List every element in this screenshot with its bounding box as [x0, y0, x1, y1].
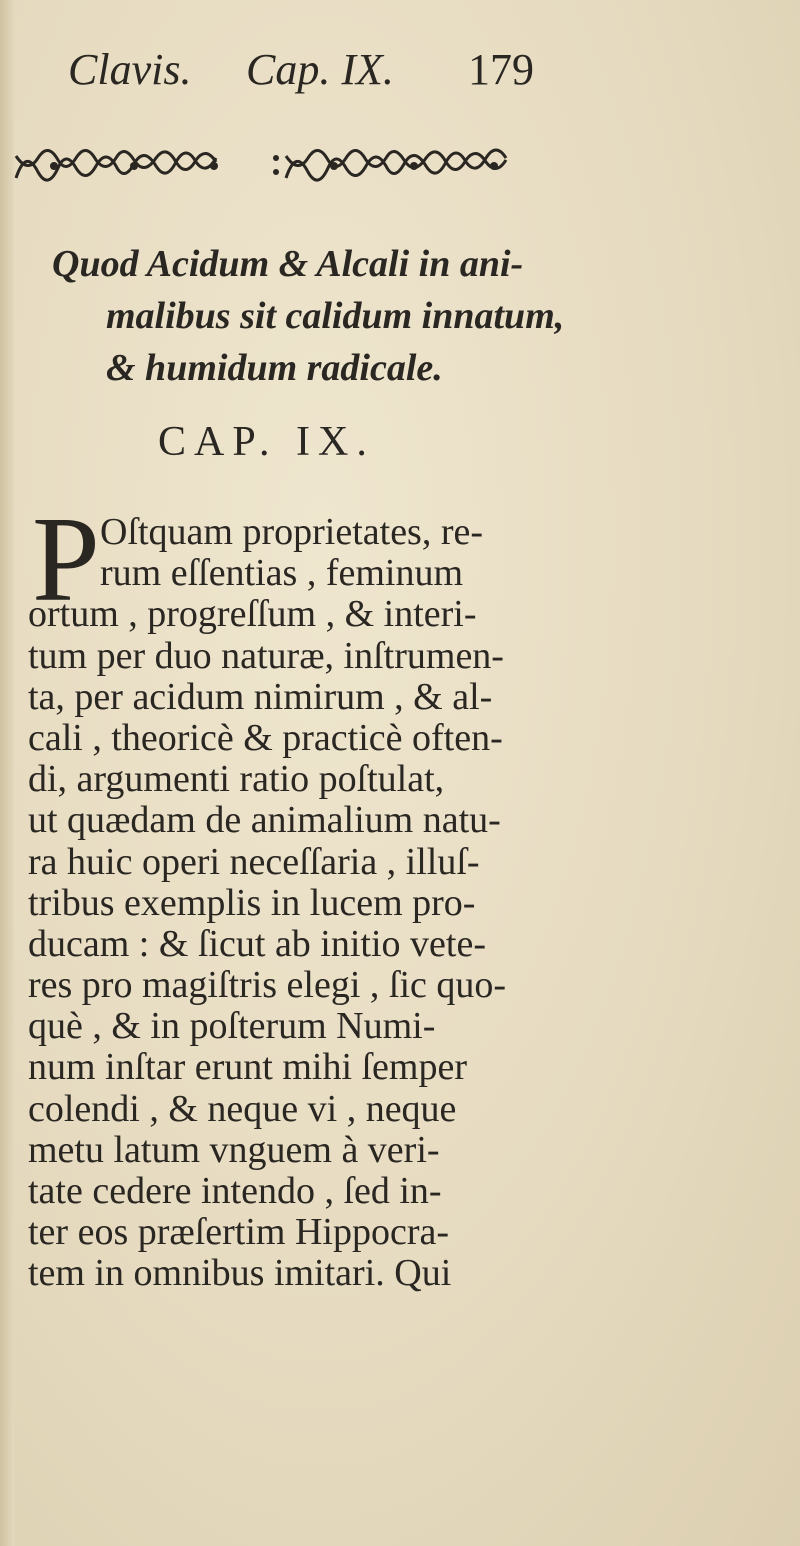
page-number: 179 — [468, 45, 534, 94]
text-line: tum per duo naturæ, inſtrumen- — [28, 634, 504, 677]
heading-line: malibus sit calidum innatum, — [106, 295, 565, 337]
text-line: rum eſſentias , feminum — [100, 552, 464, 595]
text-line: què , & in poſterum Numi- — [28, 1005, 436, 1048]
text-line: ortum , progreſſum , & interi- — [28, 593, 477, 636]
text-line: Oſtquam proprietates, re- — [100, 511, 484, 553]
running-head — [68, 44, 588, 104]
drop-cap: P — [32, 492, 100, 627]
text-line: cali , theoricè & practicè often- — [28, 716, 503, 759]
heading-line: Quod Acidum & Alcali in ani- — [52, 243, 524, 285]
text-line: ducam : & ſicut ab initio vete- — [28, 922, 486, 965]
text-line: di, argumenti ratio poſtulat, — [28, 758, 445, 801]
body-text — [28, 492, 588, 1295]
heading-line: & humidum radicale. — [106, 347, 443, 389]
text-line: res pro magiſtris elegi , ſic quo- — [28, 964, 507, 1007]
chapter-title: CAP. IX. — [158, 419, 375, 465]
text-line: ut quædam de animalium natu- — [28, 799, 501, 842]
page-gutter — [0, 0, 14, 1546]
text-line: colendi , & neque vi , neque — [28, 1087, 457, 1130]
text-line: num inſtar erunt mihi ſemper — [28, 1046, 468, 1089]
text-line: tate cedere intendo , ſed in- — [28, 1170, 442, 1212]
text-line: metu latum vnguem à veri- — [28, 1128, 440, 1171]
text-line: tribus exemplis in lucem pro- — [28, 881, 476, 924]
headband-ornament-icon — [14, 138, 548, 190]
running-head-chapter: Cap. IX. — [246, 45, 394, 94]
text-line: ter eos præſertim Hippocra- — [28, 1211, 450, 1254]
text-line: tem in omnibus imitari. Qui — [28, 1252, 452, 1295]
text-line: ta, per acidum nimirum , & al- — [28, 675, 493, 718]
running-head-title: Clavis. — [68, 45, 192, 94]
text-line: ra huic operi neceſſaria , illuſ- — [28, 840, 480, 883]
section-heading — [52, 238, 592, 394]
